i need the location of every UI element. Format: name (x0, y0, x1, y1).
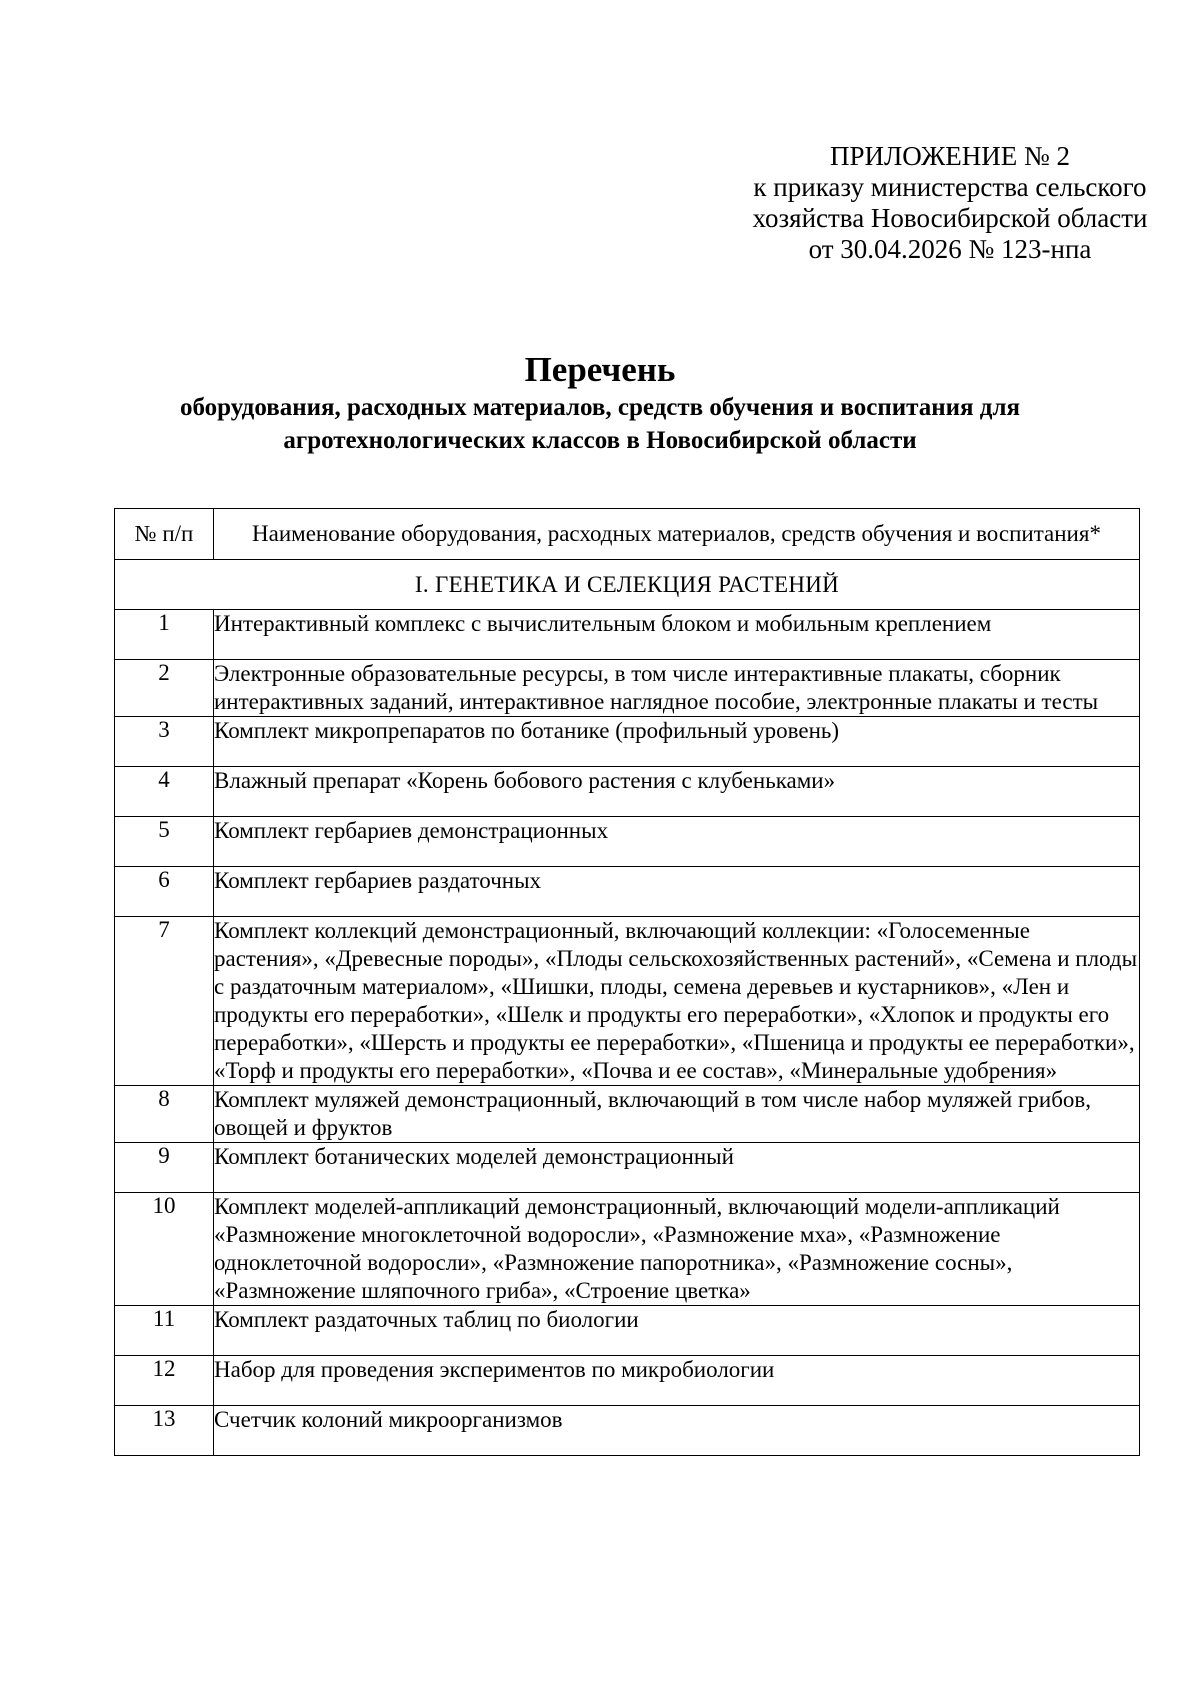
table-header-row (115, 509, 1140, 560)
row-name: Комплект ботанических моделей демонстрационный (214, 1143, 1140, 1193)
table-row (115, 1143, 1140, 1193)
table-row (115, 610, 1140, 660)
table-row (115, 1356, 1140, 1406)
row-number: 4 (115, 767, 214, 817)
table-row (115, 867, 1140, 917)
table-row (115, 917, 1140, 1086)
document-title: Перечень (524, 350, 676, 389)
appendix-number: ПРИЛОЖЕНИЕ № 2 (829, 141, 1071, 171)
row-name: Интерактивный комплекс с вычислительным блоком и мобильным креплением (214, 610, 1140, 660)
row-number: 11 (115, 1306, 214, 1356)
row-number: 13 (115, 1406, 214, 1456)
row-number: 12 (115, 1356, 214, 1406)
row-name: Счетчик колоний микроорганизмов (214, 1406, 1140, 1456)
row-number: 5 (115, 817, 214, 867)
document-heading (0, 350, 1200, 456)
row-number: 9 (115, 1143, 214, 1193)
header-name: Наименование оборудования, расходных материалов, средств обучения и воспитания* (214, 509, 1140, 560)
section-title: I. ГЕНЕТИКА И СЕЛЕКЦИЯ РАСТЕНИЙ (115, 560, 1140, 610)
row-number: 7 (115, 917, 214, 1086)
table-row (115, 1306, 1140, 1356)
table-row (115, 1193, 1140, 1306)
row-name: Комплект раздаточных таблиц по биологии (214, 1306, 1140, 1356)
row-name: Комплект гербариев раздаточных (214, 867, 1140, 917)
document-subtitle-line1: оборудования, расходных материалов, средств обучения и воспитания для (180, 394, 1020, 421)
row-name: Влажный препарат «Корень бобового растения с клубеньками» (214, 767, 1140, 817)
row-number: 1 (115, 610, 214, 660)
row-name: Комплект моделей-аппликаций демонстрационный, включающий модели-аппликаций «Размножение многоклеточной водоросли», «Размножение мха», «Размножение одноклеточной водоросли», «Размножение папоротника», «Размножение сосны», «Размножение шляпочного гриба», «Строение цветка» (214, 1193, 1140, 1306)
table-row (115, 660, 1140, 717)
table-row (115, 1406, 1140, 1456)
equipment-table (114, 508, 1140, 1456)
row-number: 6 (115, 867, 214, 917)
row-name: Комплект микропрепаратов по ботанике (профильный уровень) (214, 717, 1140, 767)
row-number: 10 (115, 1193, 214, 1306)
table-row (115, 817, 1140, 867)
appendix-block (700, 141, 1200, 265)
row-name: Набор для проведения экспериментов по микробиологии (214, 1356, 1140, 1406)
appendix-order-ref-line2: хозяйства Новосибирской области (752, 203, 1148, 233)
row-number: 8 (115, 1086, 214, 1143)
appendix-order-ref-line1: к приказу министерства сельского (753, 172, 1147, 202)
row-number: 3 (115, 717, 214, 767)
row-name: Комплект гербариев демонстрационных (214, 817, 1140, 867)
header-num: № п/п (115, 509, 214, 560)
row-name: Электронные образовательные ресурсы, в том числе интерактивные плакаты, сборник интерактивных заданий, интерактивное наглядное пособие, электронные плакаты и тесты (214, 660, 1140, 717)
appendix-order-date: от 30.04.2026 № 123-нпа (808, 234, 1092, 264)
row-name: Комплект муляжей демонстрационный, включающий в том числе набор муляжей грибов, овощей и фруктов (214, 1086, 1140, 1143)
table-row (115, 1086, 1140, 1143)
table-row (115, 717, 1140, 767)
row-number: 2 (115, 660, 214, 717)
document-subtitle-line2: агротехнологических классов в Новосибирской области (283, 427, 917, 454)
table-row (115, 767, 1140, 817)
row-name: Комплект коллекций демонстрационный, включающий коллекции: «Голосеменные растения», «Древесные породы», «Плоды сельскохозяйственных растений», «Семена и плоды с раздаточным материалом», «Шишки, плоды, семена деревьев и кустарников», «Лен и продукты его переработки», «Шелк и продукты его переработки», «Хлопок и продукты его переработки», «Шерсть и продукты ее переработки», «Пшеница и продукты ее переработки», «Торф и продукты его переработки», «Почва и ее состав», «Минеральные удобрения» (214, 917, 1140, 1086)
section-row (115, 560, 1140, 610)
